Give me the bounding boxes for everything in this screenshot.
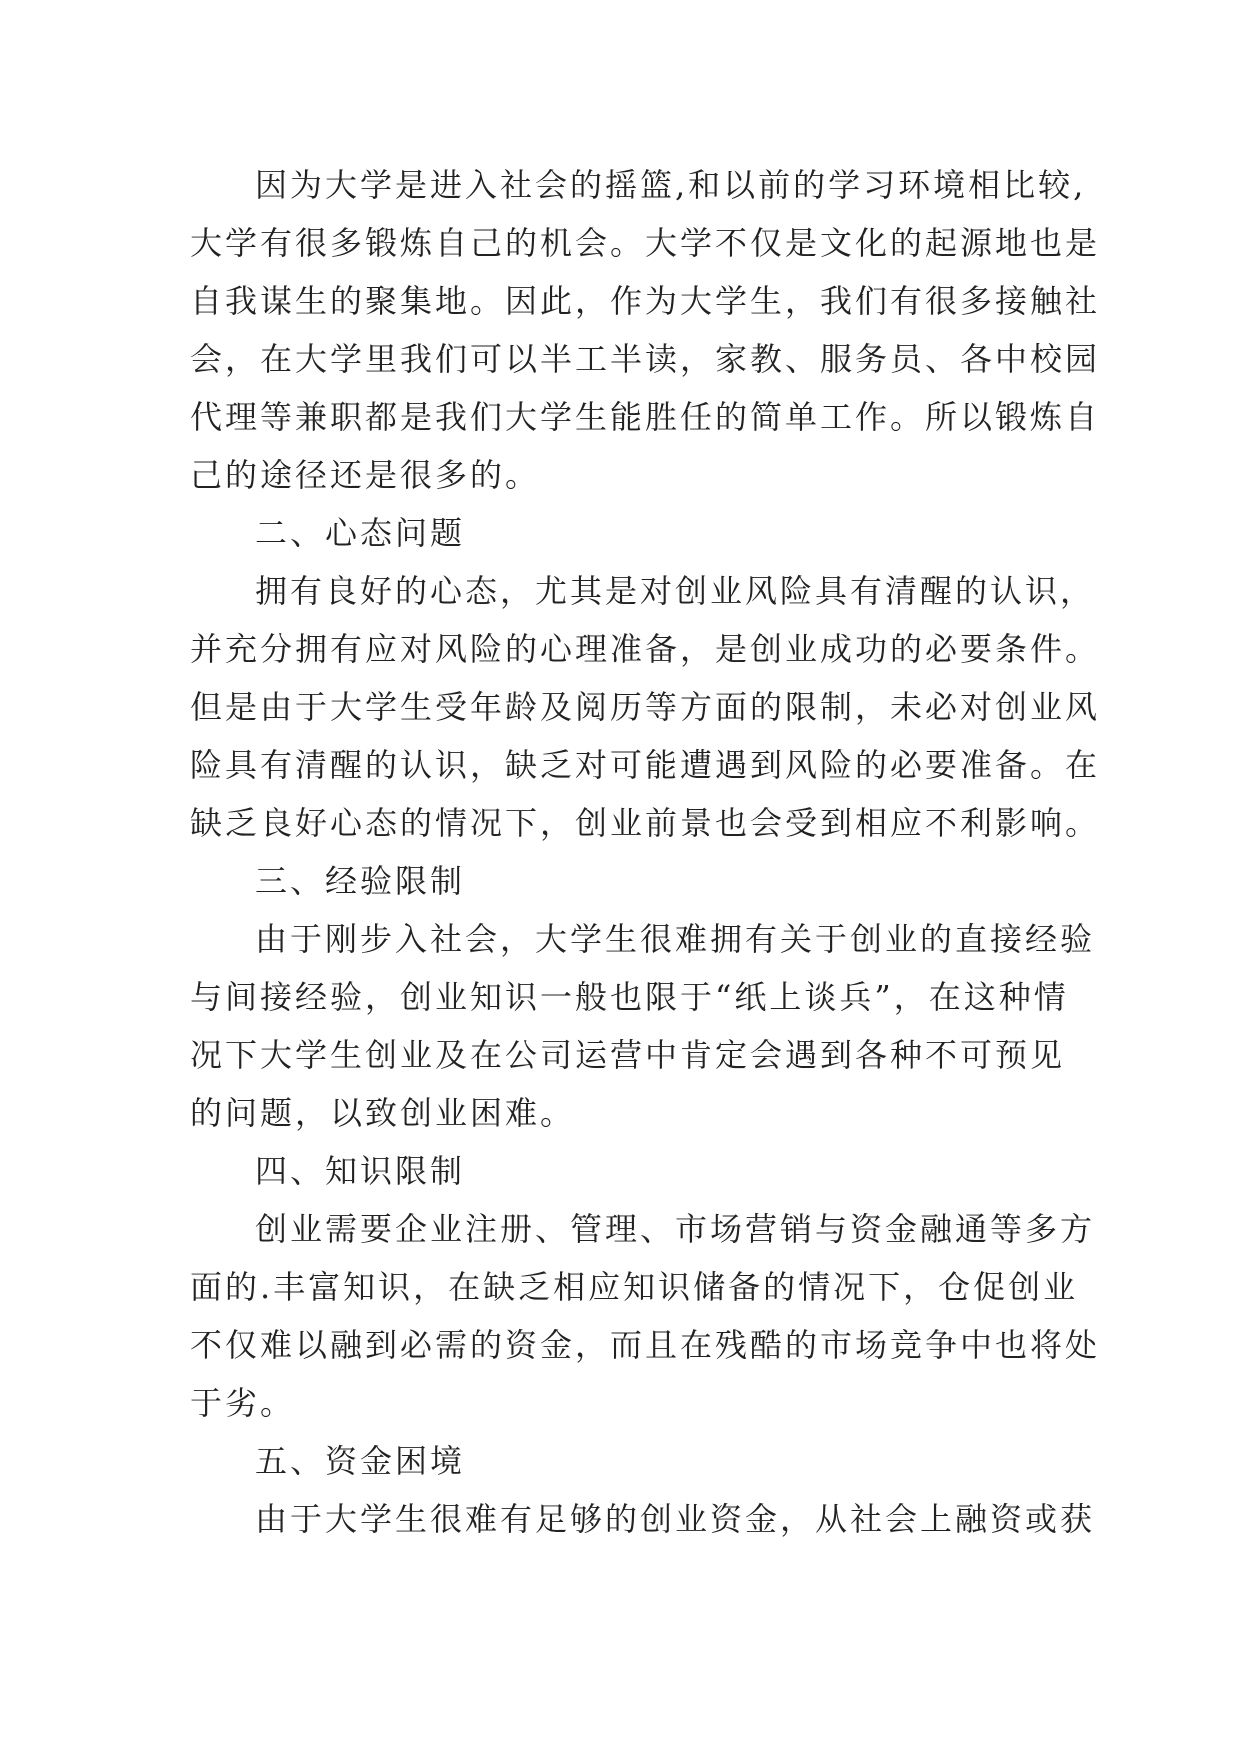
paragraph-line: 况下大学生创业及在公司运营中肯定会遇到各种不可预见 <box>190 1036 1066 1074</box>
paragraph-line: 拥有良好的心态，尤其是对创业风险具有清醒的认识， <box>255 572 1096 610</box>
paragraph-line: 代理等兼职都是我们大学生能胜任的简单工作。所以锻炼自 <box>190 398 1101 436</box>
paragraph-line: 不仅难以融到必需的资金，而且在残酷的市场竞争中也将处 <box>190 1326 1101 1364</box>
paragraph-line: 并充分拥有应对风险的心理准备，是创业成功的必要条件。 <box>190 630 1101 668</box>
section-heading: 四、知识限制 <box>255 1152 466 1190</box>
section-heading: 五、资金困境 <box>255 1442 466 1480</box>
paragraph-line: 由于大学生很难有足够的创业资金，从社会上融资或获 <box>255 1500 1096 1538</box>
paragraph-line: 会，在大学里我们可以半工半读，家教、服务员、各中校园 <box>190 340 1101 378</box>
paragraph-line: 因为大学是进入社会的摇篮,和以前的学习环境相比较, <box>255 166 1087 204</box>
paragraph-line: 的问题，以致创业困难。 <box>190 1094 576 1132</box>
paragraph-line: 与间接经验，创业知识一般也限于“纸上谈兵”，在这种情 <box>190 978 1069 1016</box>
paragraph-line: 创业需要企业注册、管理、市场营销与资金融通等多方 <box>255 1210 1096 1248</box>
section-heading: 二、心态问题 <box>255 514 466 552</box>
paragraph-line: 自我谋生的聚集地。因此，作为大学生，我们有很多接触社 <box>190 282 1101 320</box>
paragraph-line: 面的.丰富知识，在缺乏相应知识储备的情况下，仓促创业 <box>190 1268 1079 1306</box>
paragraph-line: 但是由于大学生受年龄及阅历等方面的限制，未必对创业风 <box>190 688 1101 726</box>
paragraph-line: 险具有清醒的认识，缺乏对可能遭遇到风险的必要准备。在 <box>190 746 1101 784</box>
paragraph-line: 于劣。 <box>190 1384 296 1422</box>
paragraph-line: 缺乏良好心态的情况下，创业前景也会受到相应不利影响。 <box>190 804 1101 842</box>
paragraph-line: 大学有很多锻炼自己的机会。大学不仅是文化的起源地也是 <box>190 224 1101 262</box>
section-heading: 三、经验限制 <box>255 862 466 900</box>
paragraph-line: 己的途径还是很多的。 <box>190 456 541 494</box>
paragraph-line: 由于刚步入社会，大学生很难拥有关于创业的直接经验 <box>255 920 1096 958</box>
